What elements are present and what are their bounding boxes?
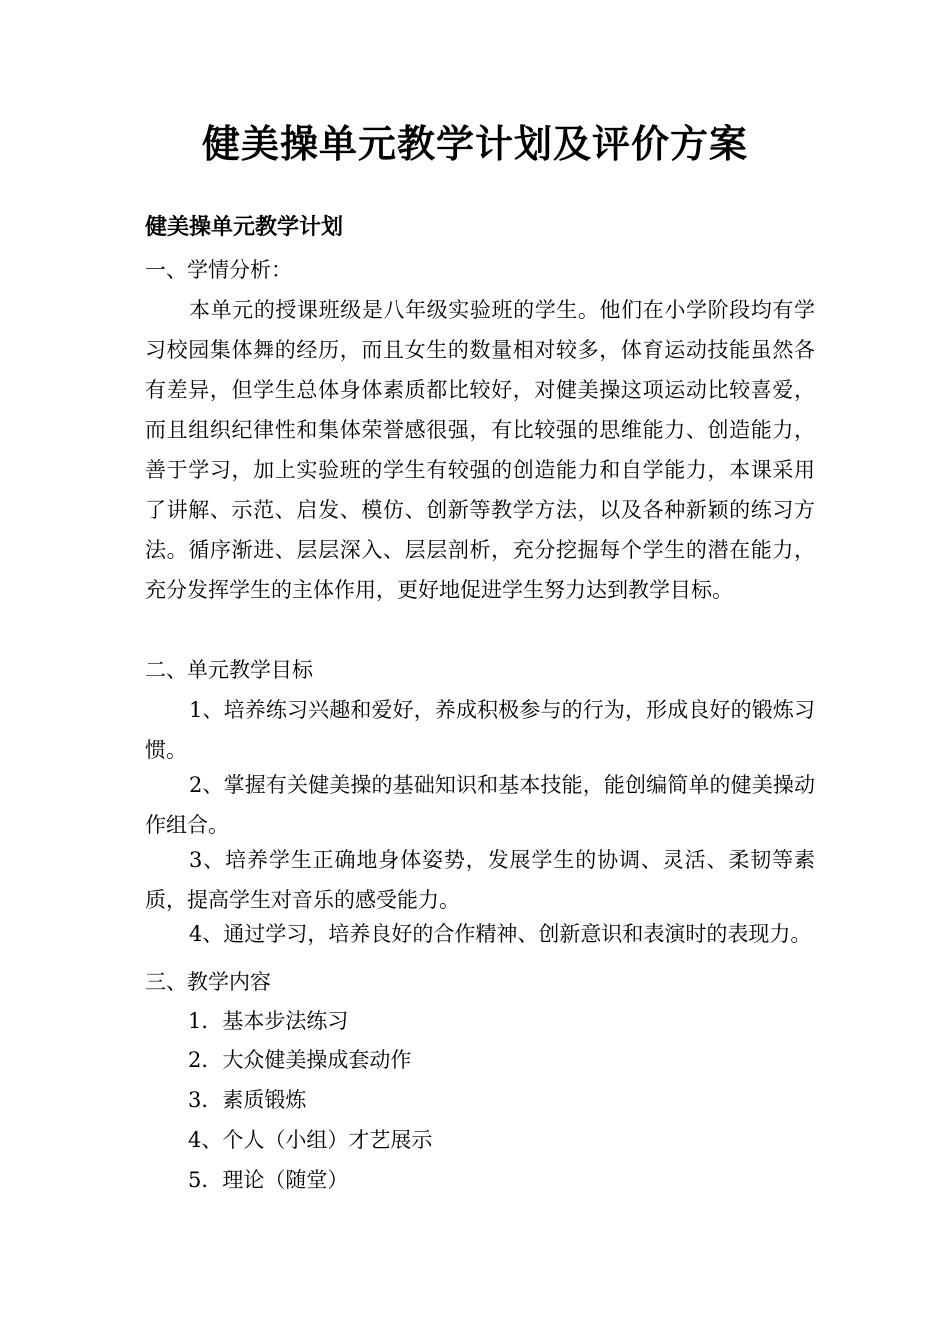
goal-item: 1、培养练习兴趣和爱好，养成积极参与的行为，形成良好的锻炼习惯。 [145, 698, 815, 762]
goal-item: 4、通过学习，培养良好的合作精神、创新意识和表演时的表现力。 [189, 922, 812, 946]
goal-item: 2、掌握有关健美操的基础知识和基本技能，能创编简单的健美操动作组合。 [145, 773, 815, 837]
content-list-item: 3．素质锻炼 [188, 1088, 307, 1112]
document-title: 健美操单元教学计划及评价方案 [201, 121, 748, 166]
goal-item: 3、培养学生正确地身体姿势，发展学生的协调、灵活、柔韧等素质，提高学生对音乐的感受能力。 [145, 848, 815, 912]
plan-subtitle: 健美操单元教学计划 [145, 214, 344, 240]
content-list-item: 2．大众健美操成套动作 [188, 1048, 412, 1072]
section-heading-analysis: 一、学情分析： [145, 258, 292, 282]
content-list-item: 5．理论（随堂） [188, 1168, 349, 1192]
section-heading-content: 三、教学内容 [145, 970, 271, 994]
analysis-paragraph: 本单元的授课班级是八年级实验班的学生。他们在小学阶段均有学习校园集体舞的经历，而且女生的数量相对较多，体育运动技能虽然各有差异，但学生总体身体素质都比较好，对健美操这项运动比较喜爱，而且组织纪律性和集体荣誉感很强，有比较强的思维能力、创造能力，善于学习，加上实验班的学生有较强的创造能力和自学能力，本课采用了讲解、示范、启发、模仿、创新等教学方法，以及各种新颖的练习方法。循序渐进、层层深入、层层剖析，充分挖掘每个学生的潜在能力，充分发挥学生的主体作用，更好地促进学生努力达到教学目标。 [145, 298, 815, 602]
content-list-item: 1．基本步法练习 [188, 1009, 349, 1033]
section-heading-goals: 二、单元教学目标 [145, 658, 313, 682]
content-list-item: 4、个人（小组）才艺展示 [188, 1128, 433, 1152]
